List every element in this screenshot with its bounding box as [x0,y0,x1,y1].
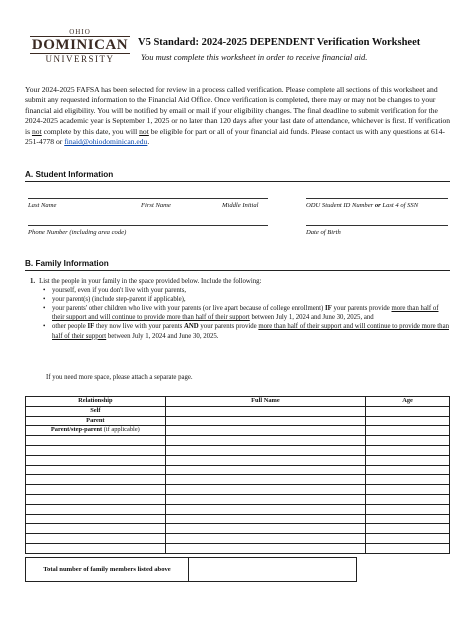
family-instructions [30,277,450,341]
instruction-bullets [30,286,450,341]
table-header-row [26,397,450,407]
family-rows [26,406,450,553]
relationship-cell[interactable] [26,504,166,514]
table-row [26,416,450,426]
table-row [26,514,450,524]
middle-initial-label: Middle Initial [222,202,259,209]
full-name-cell[interactable] [165,534,365,544]
logo-line-ohio: OHIO [69,28,91,36]
dob-label: Date of Birth [306,229,341,236]
full-name-cell[interactable] [165,485,365,495]
page-subtitle: You must complete this worksheet in order to receive financial aid. [141,52,368,62]
university-logo [30,28,130,72]
table-row [26,504,450,514]
relationship-cell[interactable] [26,475,166,485]
age-cell[interactable] [366,436,450,446]
relationship-cell[interactable] [26,524,166,534]
age-cell[interactable] [366,524,450,534]
full-name-cell[interactable] [165,504,365,514]
full-name-cell[interactable] [165,455,365,465]
family-members-table [25,396,450,554]
full-name-cell[interactable] [165,514,365,524]
age-cell[interactable] [366,514,450,524]
relationship-cell[interactable] [26,494,166,504]
intro-paragraph: Your 2024-2025 FAFSA has been selected for review in a process called verification. Please complete all sections of this worksheet and submit any requested information to the Financial Aid Office. Once verification is completed, there may or may not be changes to your financial aid eligibility. You will be notified by email or mail if your eligibility changes. The final deadline to submit verification for the 2024-2025 academic year is September 1, 2025 or no later than 120 days after your last date of attendance, whichever is first. If verification is not complete by this date, you will not be eligible for part or all of your financial aid funds. Please contact us with any questions at 614-251-4778 or finaid@ohiodominican.edu. [25,85,451,147]
total-members-box [25,557,357,582]
age-cell[interactable] [366,475,450,485]
relationship-cell[interactable] [26,445,166,455]
table-row [26,465,450,475]
odu-id-label: ODU Student ID Number or Last 4 of SSN [306,202,419,209]
age-cell[interactable] [366,445,450,455]
age-cell[interactable] [366,465,450,475]
relationship-cell[interactable] [26,436,166,446]
age-cell[interactable] [366,416,450,426]
age-cell[interactable] [366,504,450,514]
list-item: • your parents' other children who live with your parents (or live apart because of college enrollment) IF your parents provide more than half of their support and will continue to provide more than half of their support between July 1, 2024 and June 30, 2025, and [52,304,450,322]
relationship-cell[interactable] [26,465,166,475]
age-cell[interactable] [366,426,450,436]
age-cell[interactable] [366,455,450,465]
relationship-header: Relationship [26,397,166,407]
relationship-cell: Parent/step-parent (if applicable) [26,426,166,436]
full-name-cell[interactable] [165,416,365,426]
list-item: • other people IF they now live with your parents AND your parents provide more than half of their support and will continue to provide more than half of their support between July 1, 2024 and June 30, 2025. [52,322,450,340]
table-row [26,426,450,436]
full-name-cell[interactable] [165,494,365,504]
full-name-header: Full Name [165,397,365,407]
relationship-cell[interactable] [26,534,166,544]
student-name-line[interactable] [28,198,268,199]
list-item: • your parent(s) (include step-parent if applicable), [52,295,450,304]
table-row [26,543,450,553]
full-name-cell[interactable] [165,524,365,534]
age-cell[interactable] [366,406,450,416]
section-b-heading: B. Family Information [25,259,450,271]
last-name-label: Last Name [28,202,57,209]
age-cell[interactable] [366,494,450,504]
relationship-cell[interactable] [26,543,166,553]
table-row [26,524,450,534]
logo-line-dominican: DOMINICAN [31,37,129,53]
table-row [26,494,450,504]
student-id-line[interactable] [306,198,448,199]
relationship-cell[interactable] [26,514,166,524]
table-row [26,455,450,465]
age-cell[interactable] [366,485,450,495]
table-row [26,445,450,455]
phone-line[interactable] [28,225,268,226]
full-name-cell[interactable] [165,426,365,436]
logo-line-university: UNIVERSITY [45,54,115,64]
relationship-cell: Parent [26,416,166,426]
full-name-cell[interactable] [165,543,365,553]
more-space-note: If you need more space, please attach a separate page. [46,374,193,381]
section-a-heading: A. Student Information [25,170,450,182]
phone-label: Phone Number (including area code) [28,229,127,236]
total-members-input[interactable] [189,558,356,581]
table-row [26,436,450,446]
dob-line[interactable] [306,225,448,226]
table-row [26,475,450,485]
table-row [26,485,450,495]
full-name-cell[interactable] [165,406,365,416]
age-cell[interactable] [366,534,450,544]
table-row [26,534,450,544]
first-name-label: First Name [141,202,171,209]
relationship-cell[interactable] [26,485,166,495]
full-name-cell[interactable] [165,436,365,446]
list-item: • yourself, even if you don't live with your parents, [52,286,450,295]
full-name-cell[interactable] [165,475,365,485]
age-cell[interactable] [366,543,450,553]
age-header: Age [366,397,450,407]
page-title: V5 Standard: 2024-2025 DEPENDENT Verification Worksheet [138,37,421,48]
full-name-cell[interactable] [165,465,365,475]
relationship-cell[interactable] [26,455,166,465]
total-members-label: Total number of family members listed above [26,558,189,581]
instruction-item-1: 1. List the people in your family in the space provided below. Include the following: [30,278,262,285]
full-name-cell[interactable] [165,445,365,455]
table-row [26,406,450,416]
email-link[interactable]: finaid@ohiodominican.edu [64,137,148,147]
relationship-cell: Self [26,406,166,416]
